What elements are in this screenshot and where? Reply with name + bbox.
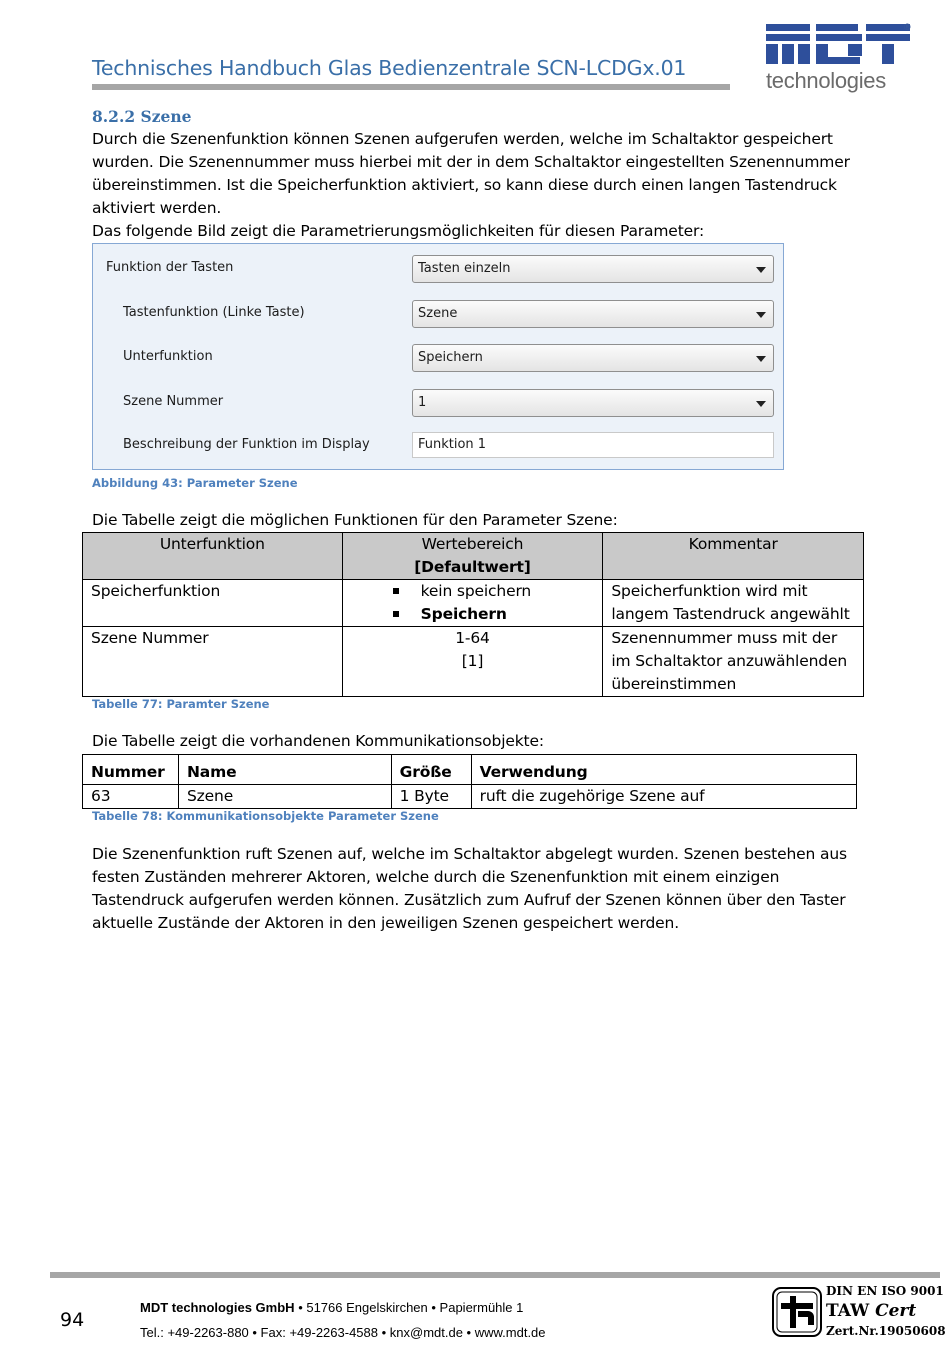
range-value: 1-64 — [455, 629, 490, 647]
communication-objects-table — [82, 754, 857, 809]
cell-comment — [603, 580, 864, 627]
parameter-table — [82, 532, 864, 697]
select-value: Szene — [418, 306, 458, 321]
table1-intro: Die Tabelle zeigt die möglichen Funktionen für den Parameter Szene: — [92, 511, 618, 529]
select-value: Speichern — [418, 350, 483, 365]
closing-line: festen Zuständen mehrerer Aktoren, welche durch die Szenenfunktion mit einem einzigen — [92, 868, 780, 886]
cert-din-en-iso: DIN EN ISO 9001 — [826, 1284, 944, 1298]
comment-line: langem Tastendruck angewählt — [611, 605, 850, 623]
cell-name: Szene Nummer — [83, 627, 343, 697]
table2-intro: Die Tabelle zeigt die vorhandenen Kommunikationsobjekte: — [92, 732, 544, 750]
table1-caption: Tabelle 77: Paramter Szene — [92, 697, 270, 711]
cert-number: Zert.Nr.19050608 — [826, 1324, 946, 1338]
select-funktion-der-tasten[interactable] — [412, 255, 774, 283]
footer-company: MDT technologies GmbH — [140, 1300, 295, 1315]
header-wertebereich — [342, 533, 603, 580]
select-szene-nummer[interactable] — [412, 389, 774, 417]
comment-line: übereinstimmen — [611, 675, 737, 693]
logo-technologies-text: technologies — [766, 68, 886, 93]
dropdown-arrow-icon — [756, 312, 766, 318]
closing-line: Die Szenenfunktion ruft Szenen auf, welche im Schaltaktor abgelegt wurden. Szenen bestehen aus — [92, 845, 847, 863]
cell-name: Szene — [178, 785, 391, 809]
dropdown-arrow-icon — [756, 401, 766, 407]
table2-caption: Tabelle 78: Kommunikationsobjekte Parameter Szene — [92, 809, 439, 823]
header-wertebereich-line1: Wertebereich — [421, 535, 524, 553]
table-row — [83, 580, 864, 627]
cell-comment — [603, 627, 864, 697]
figure-caption: Abbildung 43: Parameter Szene — [92, 476, 298, 490]
closing-paragraph — [92, 843, 852, 935]
page-number: 94 — [60, 1309, 85, 1331]
default-value: [1] — [461, 652, 484, 670]
table-row — [83, 627, 864, 697]
cert-taw-cert — [826, 1301, 916, 1321]
closing-line: aktuelle Zustände der Aktoren in den jeweiligen Szenen gespeichert werden. — [92, 914, 679, 932]
select-tastenfunktion[interactable] — [412, 300, 774, 328]
title-rule — [92, 84, 730, 90]
header-unterfunktion: Unterfunktion — [83, 533, 343, 580]
input-value: Funktion 1 — [418, 437, 487, 452]
select-value: Tasten einzeln — [418, 261, 511, 276]
table-row — [83, 785, 857, 809]
cert-cert: Cert — [875, 1301, 917, 1321]
cell-nummer: 63 — [83, 785, 179, 809]
header-nummer: Nummer — [83, 755, 179, 785]
taw-cert-logo — [772, 1287, 822, 1337]
comment-line: Speicherfunktion wird mit — [611, 582, 808, 600]
footer-contact: Tel.: +49-2263-880 • Fax: +49-2263-4588 • knx@mdt.de • www.mdt.de — [140, 1325, 546, 1340]
header-kommentar: Kommentar — [603, 533, 864, 580]
header-name: Name — [178, 755, 391, 785]
intro-line: aktiviert werden. — [92, 199, 222, 217]
cell-range — [342, 627, 603, 697]
cell-name: Speicherfunktion — [83, 580, 343, 627]
intro-line: Das folgende Bild zeigt die Parametrierungsmöglichkeiten für diesen Parameter: — [92, 222, 705, 240]
select-value: 1 — [418, 395, 427, 410]
table-header-row — [83, 755, 857, 785]
header-verwendung: Verwendung — [471, 755, 856, 785]
param-label-unterfunktion: Unterfunktion — [123, 349, 213, 364]
cell-verwendung: ruft die zugehörige Szene auf — [471, 785, 856, 809]
param-label-tastenfunktion: Tastenfunktion (Linke Taste) — [123, 305, 305, 320]
table-header-row — [83, 533, 864, 580]
section-heading: 8.2.2 Szene — [92, 107, 192, 126]
param-label-szene-nummer: Szene Nummer — [123, 394, 224, 409]
intro-paragraph — [92, 128, 852, 243]
header-groesse: Größe — [391, 755, 471, 785]
option-item-default: Speichern — [393, 603, 595, 626]
select-unterfunktion[interactable] — [412, 344, 774, 372]
param-label-beschreibung: Beschreibung der Funktion im Display — [123, 437, 370, 452]
header-wertebereich-line2: [Defaultwert] — [414, 558, 531, 576]
option-item: kein speichern — [393, 580, 595, 603]
intro-line: Durch die Szenenfunktion können Szenen aufgerufen werden, welche im Schaltaktor gespeichert — [92, 130, 833, 148]
footer-address-text: • 51766 Engelskirchen • Papiermühle 1 — [298, 1300, 524, 1315]
footer-rule — [50, 1272, 940, 1278]
cell-groesse: 1 Byte — [391, 785, 471, 809]
footer-address — [140, 1300, 523, 1315]
dropdown-arrow-icon — [756, 356, 766, 362]
registered-mark: ® — [904, 22, 911, 32]
param-label-funktion-der-tasten: Funktion der Tasten — [106, 260, 234, 275]
comment-line: Szenennummer muss mit der — [611, 629, 838, 647]
dropdown-arrow-icon — [756, 267, 766, 273]
intro-line: übereinstimmen. Ist die Speicherfunktion aktiviert, so kann diese durch einen langen Tastendruck — [92, 176, 837, 194]
document-title: Technisches Handbuch Glas Bedienzentrale SCN-LCDGx.01 — [92, 56, 687, 80]
input-beschreibung[interactable] — [412, 432, 774, 458]
parameter-dialog — [92, 243, 784, 470]
cert-taw: TAW — [826, 1301, 870, 1321]
cell-range — [342, 580, 603, 627]
comment-line: im Schaltaktor anzuwählenden — [611, 652, 848, 670]
closing-line: Tastendruck aufgerufen werden können. Zusätzlich zum Aufruf der Szenen können über den Taster — [92, 891, 846, 909]
intro-line: wurden. Die Szenennummer muss hierbei mit der in dem Schaltaktor eingestellten Szenennummer — [92, 153, 850, 171]
